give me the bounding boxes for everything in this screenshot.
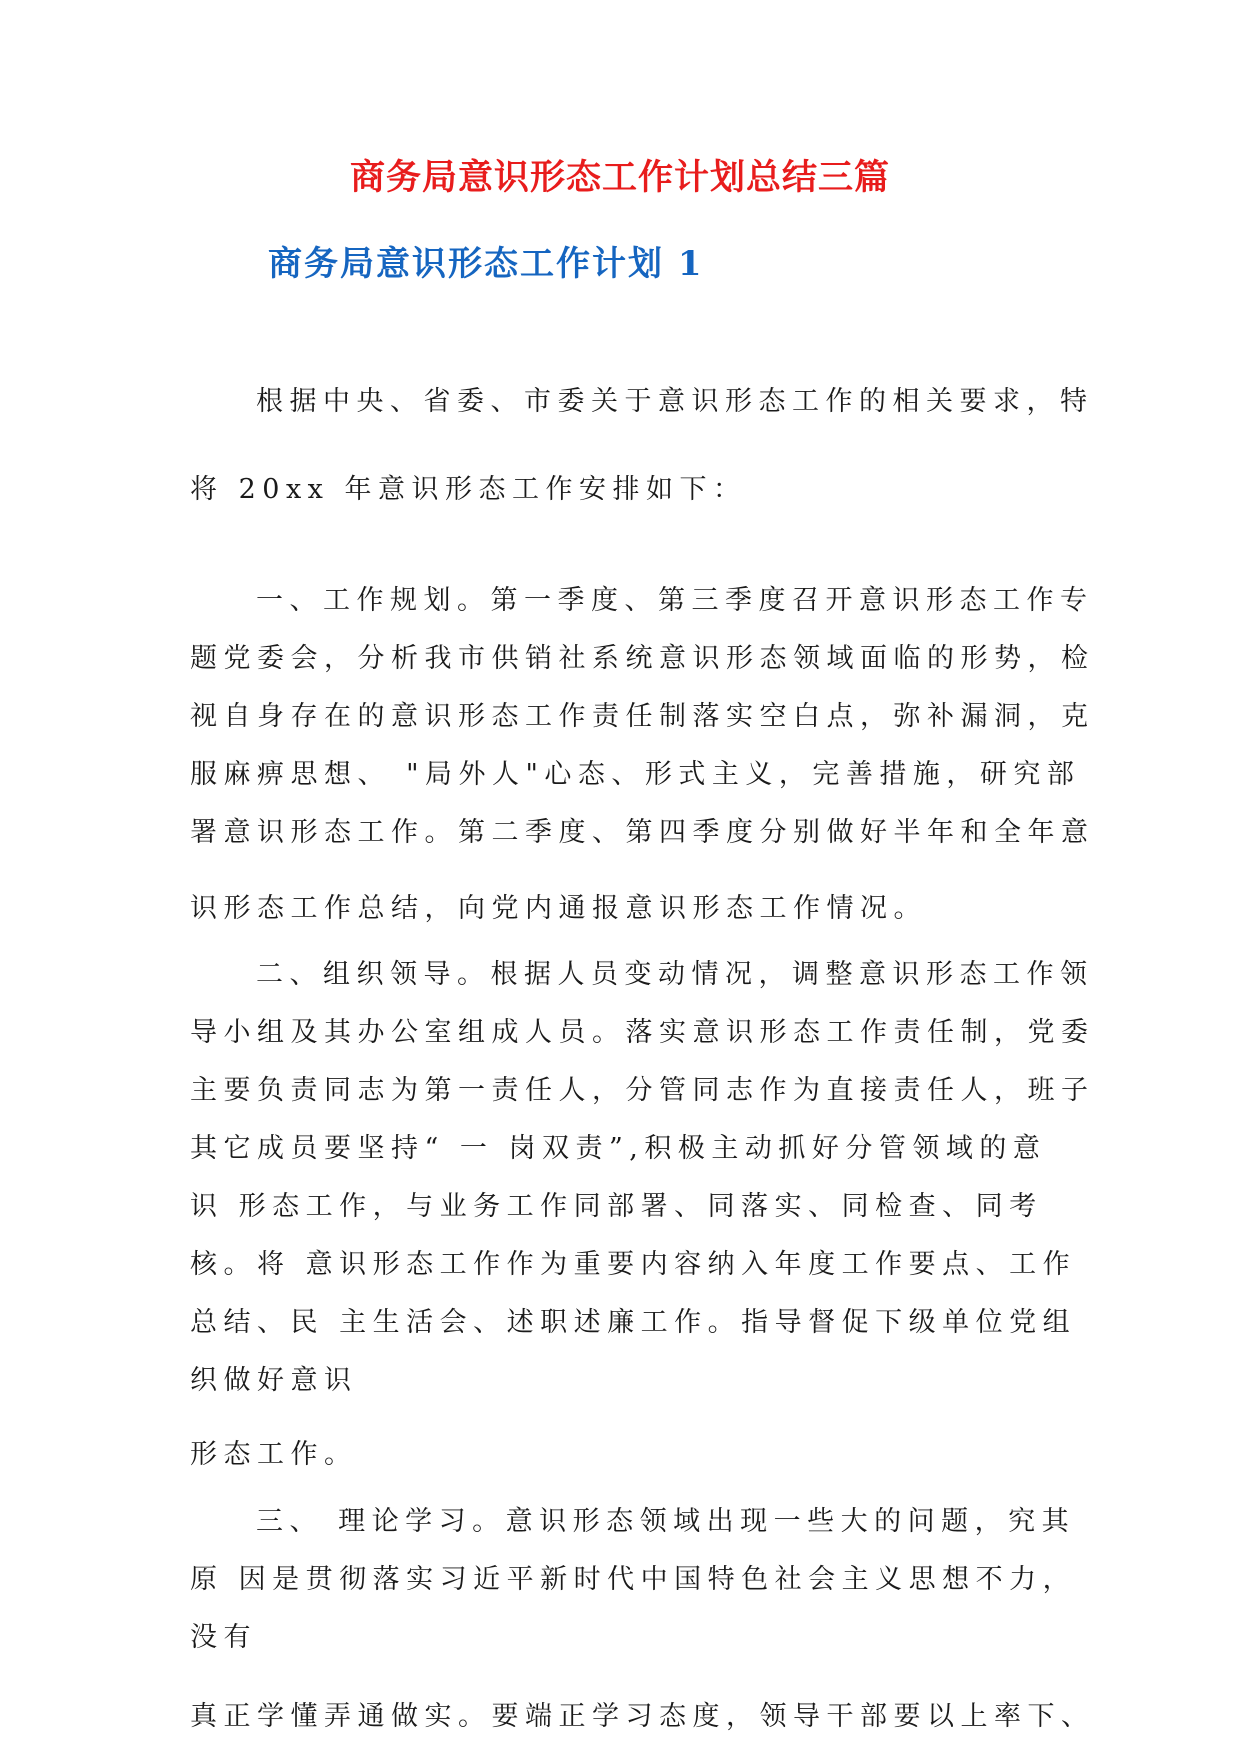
section-3-paragraph	[190, 1493, 1077, 1667]
section-2-line: 二、组织领导。根据人员变动情况，调整意识形态工作领	[256, 959, 1094, 990]
intro-paragraph	[190, 373, 1094, 431]
document-title: 商务局意识形态工作计划总结三篇	[349, 157, 890, 198]
section-3-paragraph-end	[190, 1688, 1095, 1746]
section-3-line: 没有	[190, 1622, 257, 1653]
section-1-paragraph-end	[190, 880, 1052, 938]
section-2-line: 总结、民 主生活会、述职述廉工作。指导督促下级单位党组	[190, 1307, 1077, 1338]
section-1-line: 署意识形态工作。第二季度、第四季度分别做好半年和全年意	[190, 817, 1095, 848]
section-2-line: 主要负责同志为第一责任人，分管同志作为直接责任人，班子	[190, 1075, 1095, 1106]
section-2-line: 织做好意识	[190, 1365, 358, 1396]
section-2-line: 识 形态工作，与业务工作同部署、同落实、同检查、同考	[190, 1191, 1043, 1222]
intro-line-2: 将 20xx 年意识形态工作安排如下：	[190, 474, 747, 505]
section-2-line: 核。将 意识形态工作作为重要内容纳入年度工作要点、工作	[190, 1249, 1077, 1280]
section-1-line: 视自身存在的意识形态工作责任制落实空白点，弥补漏洞，克	[190, 701, 1095, 732]
section-3-tail-line: 真正学懂弄通做实。要端正学习态度，领导干部要以上率下、	[190, 1701, 1095, 1732]
section-1-line: 识形态工作总结，向党内通报意识形态工作情况。	[190, 893, 927, 924]
section-1-line: 题党委会，分析我市供销社系统意识形态领域面临的形势，检	[190, 643, 1095, 674]
section-2-paragraph-end	[190, 1426, 1052, 1484]
section-3-line: 三、 理论学习。意识形态领域出现一些大的问题，究其	[256, 1506, 1076, 1537]
section-2-paragraph	[190, 946, 1095, 1410]
section-2-tail-line: 形态工作。	[190, 1439, 358, 1470]
section-1-line: 一、工作规划。第一季度、第三季度召开意识形态工作专	[256, 585, 1094, 616]
section-3-line: 原 因是贯彻落实习近平新时代中国特色社会主义思想不力，	[190, 1564, 1077, 1595]
section-2-line: 其它成员要坚持“ 一 岗双责”,积极主动抓好分管领域的意	[190, 1133, 1047, 1164]
intro-paragraph-continued	[190, 461, 1052, 519]
section-1-paragraph	[190, 572, 1095, 862]
section-1-line: 服麻痹思想、 "局外人"心态、形式主义，完善措施，研究部	[190, 759, 1081, 790]
section-subtitle: 商务局意识形态工作计划 1	[268, 244, 704, 284]
intro-line-1: 根据中央、省委、市委关于意识形态工作的相关要求，特	[256, 386, 1094, 417]
section-2-line: 导小组及其办公室组成人员。落实意识形态工作责任制，党委	[190, 1017, 1095, 1048]
